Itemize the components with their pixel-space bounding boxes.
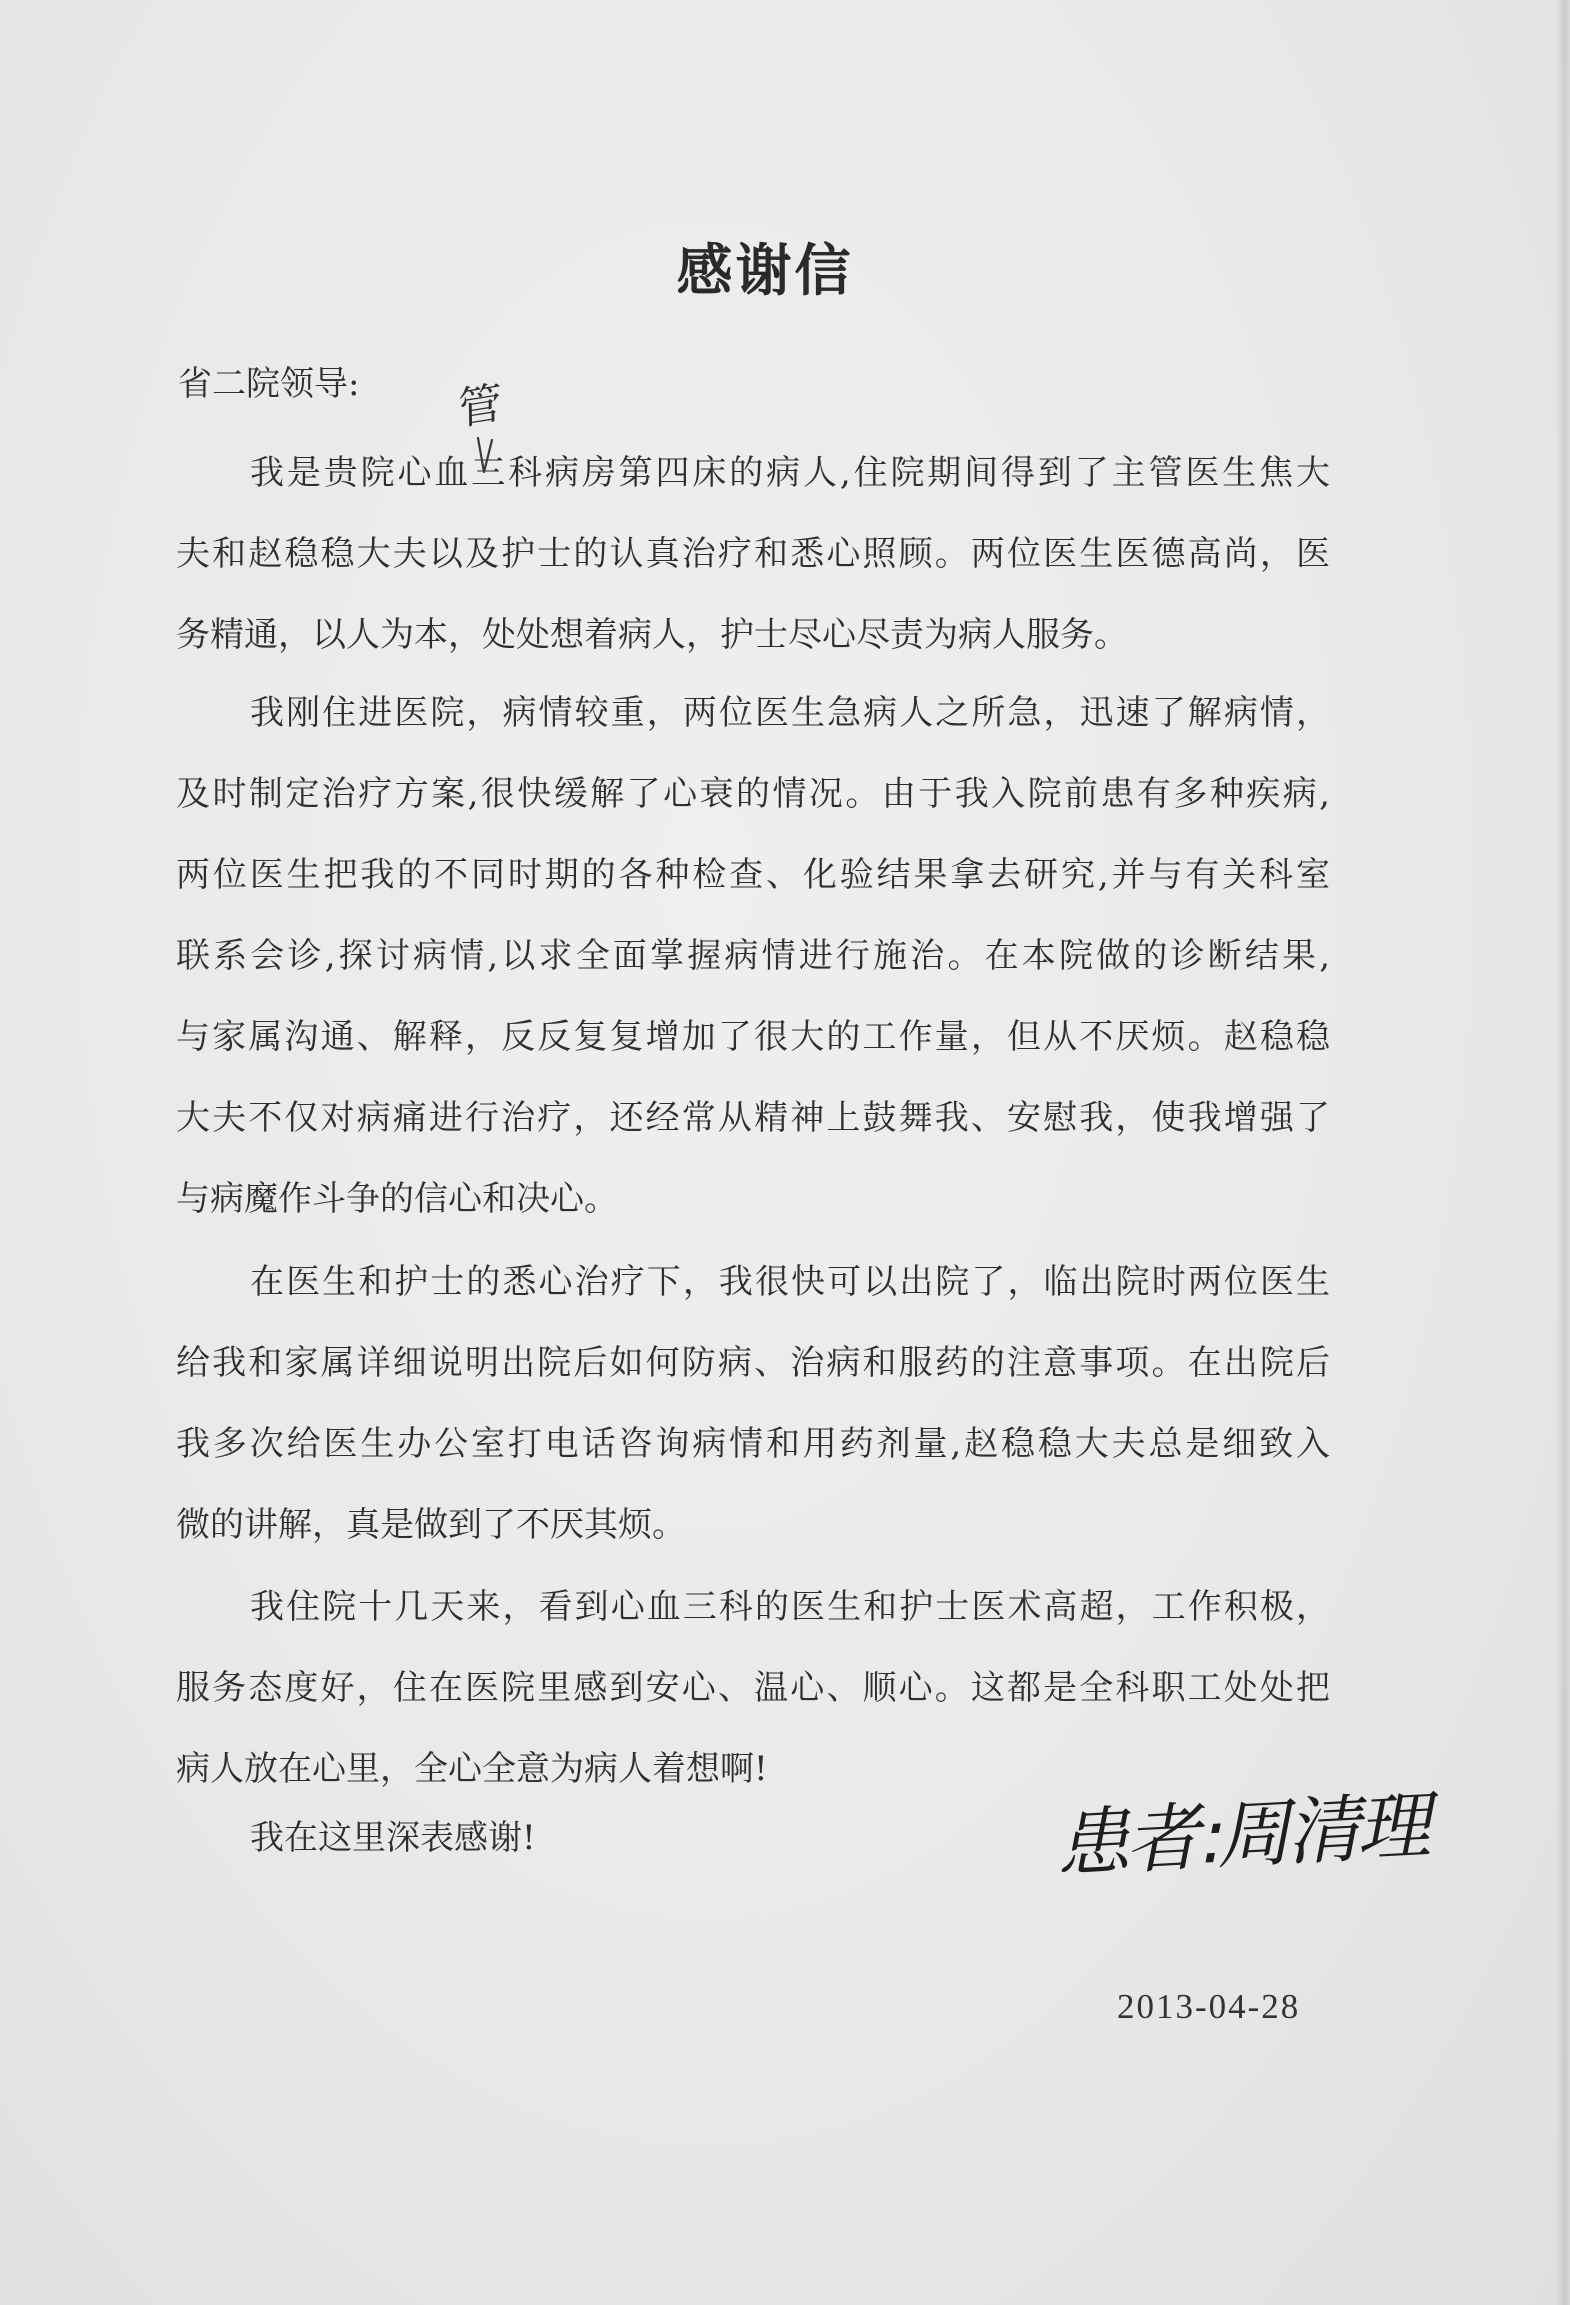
salutation: 省二院领导: <box>178 364 360 404</box>
paragraph-line: 微的讲解，真是做到了不厌其烦。 <box>176 1505 686 1545</box>
paragraph-1 <box>176 433 1330 676</box>
paragraph-line: 我住院十几天来，看到心血三科的医生和护士医术高超，工作积极， <box>250 1587 1330 1627</box>
paragraph-line: 服务态度好，住在医院里感到安心、温心、顺心。这都是全科职工处处把 <box>176 1668 1330 1708</box>
paragraph-2 <box>176 673 1330 1240</box>
paragraph-line: 我刚住进医院，病情较重，两位医生急病人之所急，迅速了解病情， <box>250 693 1330 733</box>
paragraph-line: 与家属沟通、解释，反反复复增加了很大的工作量，但从不厌烦。赵稳稳 <box>176 1017 1330 1057</box>
paragraph-line: 与病魔作斗争的信心和决心。 <box>176 1179 618 1219</box>
handwritten-insertion: 管 <box>457 377 503 436</box>
paragraph-line: 两位医生把我的不同时期的各种检查、化验结果拿去研究,并与有关科室 <box>176 855 1330 895</box>
paragraph-line: 给我和家属详细说明出院后如何防病、治病和服药的注意事项。在出院后 <box>176 1343 1330 1383</box>
letter-date: 2013-04-28 <box>1117 1987 1301 2026</box>
paragraph-4 <box>176 1567 1330 1810</box>
paragraph-line: 及时制定治疗方案,很快缓解了心衰的情况。由于我入院前患有多种疾病, <box>176 774 1330 814</box>
paragraph-line: 我多次给医生办公室打电话咨询病情和用药剂量,赵稳稳大夫总是细致入 <box>176 1424 1330 1464</box>
paragraph-line: 病人放在心里，全心全意为病人着想啊! <box>176 1749 768 1789</box>
paragraph-line: 务精通，以人为本，处处想着病人，护士尽心尽责为病人服务。 <box>176 615 1128 655</box>
handwritten-signature: 患者:周清理 <box>1053 1782 1441 1889</box>
paragraph-line: 联系会诊,探讨病情,以求全面掌握病情进行施治。在本院做的诊断结果, <box>176 936 1330 976</box>
paragraph-3 <box>176 1242 1330 1566</box>
letter-title: 感谢信 <box>676 239 854 304</box>
paragraph-line: 大夫不仅对病痛进行治疗，还经常从精神上鼓舞我、安慰我，使我增强了 <box>176 1098 1330 1138</box>
paragraph-line: 在医生和护士的悉心治疗下，我很快可以出院了，临出院时两位医生 <box>250 1262 1330 1302</box>
paragraph-line: 我在这里深表感谢! <box>250 1818 536 1858</box>
scan-edge-shadow <box>1556 0 1570 2305</box>
paragraph-line: 我是贵院心血三科病房第四床的病人,住院期间得到了主管医生焦大 <box>250 453 1330 493</box>
paragraph-line: 夫和赵稳稳大夫以及护士的认真治疗和悉心照顾。两位医生医德高尚，医 <box>176 534 1330 574</box>
